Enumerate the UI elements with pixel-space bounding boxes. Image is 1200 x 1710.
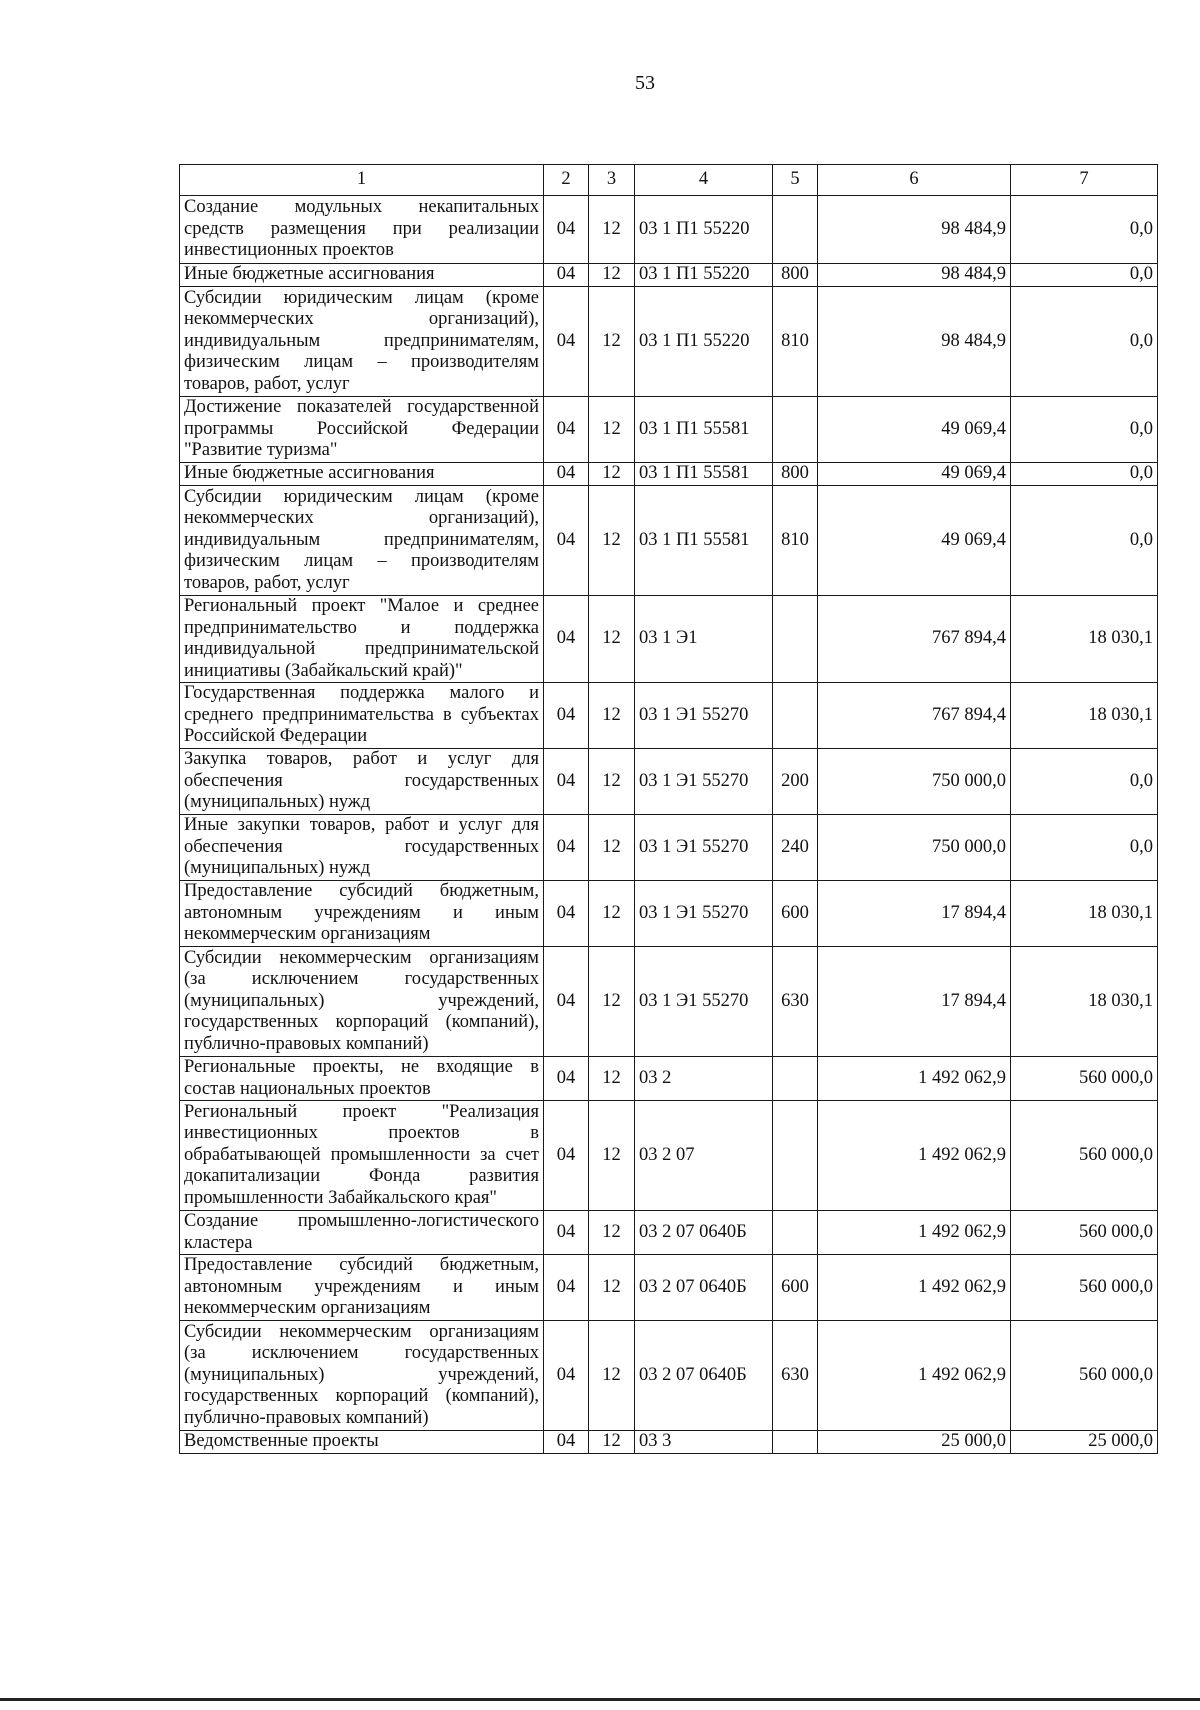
table-row <box>180 683 1158 749</box>
row-amount-a: 1 492 062,9 <box>818 1101 1011 1211</box>
row-name: Субсидии юридическим лицам (кроме некоммерческих организаций), индивидуальным предпринимателям, физическим лицам – производителям товаров, работ, услуг <box>180 486 544 596</box>
row-amount-a: 17 894,4 <box>818 947 1011 1057</box>
row-section: 04 <box>544 397 589 463</box>
column-header: 6 <box>818 165 1011 196</box>
row-section: 04 <box>544 463 589 486</box>
row-amount-a: 1 492 062,9 <box>818 1321 1011 1431</box>
row-target-code: 03 1 П1 55581 <box>635 463 773 486</box>
row-expense-type: 630 <box>773 947 818 1057</box>
row-expense-type: 600 <box>773 1255 818 1321</box>
row-amount-b: 18 030,1 <box>1011 947 1158 1057</box>
row-section: 04 <box>544 486 589 596</box>
row-name: Государственная поддержка малого и среднего предпринимательства в субъектах Российской Федерации <box>180 683 544 749</box>
row-subsection: 12 <box>589 264 635 287</box>
row-amount-a: 750 000,0 <box>818 815 1011 881</box>
row-amount-a: 1 492 062,9 <box>818 1057 1011 1101</box>
table-row <box>180 287 1158 397</box>
row-name: Создание промышленно-логистического кластера <box>180 1211 544 1255</box>
row-name: Субсидии некоммерческим организациям (за исключением государственных (муниципальных) учреждений, государственных корпораций (компаний), публично-правовых компаний) <box>180 947 544 1057</box>
row-amount-a: 98 484,9 <box>818 264 1011 287</box>
row-name: Субсидии юридическим лицам (кроме некоммерческих организаций), индивидуальным предпринимателям, физическим лицам – производителям товаров, работ, услуг <box>180 287 544 397</box>
column-header: 5 <box>773 165 818 196</box>
column-header: 4 <box>635 165 773 196</box>
row-amount-b: 0,0 <box>1011 264 1158 287</box>
row-target-code: 03 1 П1 55220 <box>635 196 773 264</box>
row-section: 04 <box>544 683 589 749</box>
table-row <box>180 1321 1158 1431</box>
row-expense-type <box>773 1431 818 1454</box>
row-expense-type <box>773 1057 818 1101</box>
row-amount-a: 98 484,9 <box>818 196 1011 264</box>
table-row <box>180 1255 1158 1321</box>
row-amount-b: 0,0 <box>1011 486 1158 596</box>
table-row <box>180 196 1158 264</box>
row-amount-b: 18 030,1 <box>1011 683 1158 749</box>
row-subsection: 12 <box>589 1057 635 1101</box>
row-amount-b: 0,0 <box>1011 287 1158 397</box>
row-subsection: 12 <box>589 1431 635 1454</box>
row-expense-type: 800 <box>773 463 818 486</box>
row-amount-b: 0,0 <box>1011 463 1158 486</box>
row-expense-type <box>773 196 818 264</box>
table-body <box>180 196 1158 1454</box>
row-section: 04 <box>544 196 589 264</box>
row-name: Иные бюджетные ассигнования <box>180 463 544 486</box>
row-target-code: 03 1 П1 55581 <box>635 397 773 463</box>
row-amount-b: 0,0 <box>1011 749 1158 815</box>
row-expense-type <box>773 1211 818 1255</box>
row-expense-type: 810 <box>773 486 818 596</box>
row-name: Достижение показателей государственной программы Российской Федерации "Развитие туризма" <box>180 397 544 463</box>
row-target-code: 03 1 П1 55220 <box>635 287 773 397</box>
row-amount-b: 0,0 <box>1011 815 1158 881</box>
scan-edge-line <box>0 1698 1200 1701</box>
row-amount-b: 560 000,0 <box>1011 1101 1158 1211</box>
table-row <box>180 947 1158 1057</box>
row-name: Иные закупки товаров, работ и услуг для обеспечения государственных (муниципальных) нужд <box>180 815 544 881</box>
table-row <box>180 1211 1158 1255</box>
table-row <box>180 486 1158 596</box>
row-amount-a: 1 492 062,9 <box>818 1255 1011 1321</box>
row-amount-a: 49 069,4 <box>818 397 1011 463</box>
row-target-code: 03 1 Э1 55270 <box>635 881 773 947</box>
row-section: 04 <box>544 1431 589 1454</box>
row-subsection: 12 <box>589 1255 635 1321</box>
row-amount-a: 767 894,4 <box>818 683 1011 749</box>
row-subsection: 12 <box>589 947 635 1057</box>
row-amount-a: 750 000,0 <box>818 749 1011 815</box>
table-row <box>180 815 1158 881</box>
table-row <box>180 1101 1158 1211</box>
row-subsection: 12 <box>589 749 635 815</box>
row-amount-b: 560 000,0 <box>1011 1057 1158 1101</box>
row-expense-type: 630 <box>773 1321 818 1431</box>
row-subsection: 12 <box>589 881 635 947</box>
row-amount-a: 1 492 062,9 <box>818 1211 1011 1255</box>
row-target-code: 03 2 07 0640Б <box>635 1255 773 1321</box>
row-amount-b: 25 000,0 <box>1011 1431 1158 1454</box>
row-section: 04 <box>544 881 589 947</box>
row-target-code: 03 2 <box>635 1057 773 1101</box>
table-row <box>180 881 1158 947</box>
row-name: Субсидии некоммерческим организациям (за исключением государственных (муниципальных) учреждений, государственных корпораций (компаний), публично-правовых компаний) <box>180 1321 544 1431</box>
row-amount-b: 560 000,0 <box>1011 1211 1158 1255</box>
row-amount-a: 49 069,4 <box>818 463 1011 486</box>
header-row <box>180 165 1158 196</box>
row-section: 04 <box>544 1057 589 1101</box>
column-header: 2 <box>544 165 589 196</box>
row-target-code: 03 1 П1 55220 <box>635 264 773 287</box>
row-target-code: 03 1 Э1 55270 <box>635 683 773 749</box>
row-amount-a: 25 000,0 <box>818 1431 1011 1454</box>
row-amount-b: 560 000,0 <box>1011 1255 1158 1321</box>
row-amount-b: 18 030,1 <box>1011 596 1158 683</box>
row-section: 04 <box>544 1255 589 1321</box>
row-target-code: 03 2 07 0640Б <box>635 1321 773 1431</box>
row-expense-type <box>773 596 818 683</box>
row-section: 04 <box>544 287 589 397</box>
row-target-code: 03 3 <box>635 1431 773 1454</box>
row-amount-a: 98 484,9 <box>818 287 1011 397</box>
column-header: 7 <box>1011 165 1158 196</box>
row-target-code: 03 1 Э1 55270 <box>635 749 773 815</box>
table-row <box>180 749 1158 815</box>
row-name: Региональный проект "Реализация инвестиционных проектов в обрабатывающей промышленности за счет докапитализации Фонда развития промышленности Забайкальского края" <box>180 1101 544 1211</box>
row-subsection: 12 <box>589 486 635 596</box>
row-target-code: 03 1 П1 55581 <box>635 486 773 596</box>
row-section: 04 <box>544 815 589 881</box>
row-subsection: 12 <box>589 287 635 397</box>
row-target-code: 03 2 07 0640Б <box>635 1211 773 1255</box>
row-amount-b: 18 030,1 <box>1011 881 1158 947</box>
row-target-code: 03 2 07 <box>635 1101 773 1211</box>
row-subsection: 12 <box>589 1211 635 1255</box>
row-subsection: 12 <box>589 196 635 264</box>
table-row <box>180 1057 1158 1101</box>
row-name: Иные бюджетные ассигнования <box>180 264 544 287</box>
row-target-code: 03 1 Э1 55270 <box>635 815 773 881</box>
row-section: 04 <box>544 1211 589 1255</box>
row-subsection: 12 <box>589 397 635 463</box>
row-section: 04 <box>544 1101 589 1211</box>
row-name: Ведомственные проекты <box>180 1431 544 1454</box>
row-expense-type <box>773 683 818 749</box>
row-expense-type: 810 <box>773 287 818 397</box>
row-amount-a: 17 894,4 <box>818 881 1011 947</box>
row-name: Закупка товаров, работ и услуг для обеспечения государственных (муниципальных) нужд <box>180 749 544 815</box>
row-expense-type: 600 <box>773 881 818 947</box>
column-header: 1 <box>180 165 544 196</box>
row-name: Предоставление субсидий бюджетным, автономным учреждениям и иным некоммерческим организациям <box>180 881 544 947</box>
table-row <box>180 397 1158 463</box>
row-section: 04 <box>544 1321 589 1431</box>
row-expense-type: 800 <box>773 264 818 287</box>
row-section: 04 <box>544 749 589 815</box>
row-amount-a: 767 894,4 <box>818 596 1011 683</box>
row-section: 04 <box>544 596 589 683</box>
row-subsection: 12 <box>589 683 635 749</box>
row-expense-type: 240 <box>773 815 818 881</box>
row-expense-type: 200 <box>773 749 818 815</box>
row-name: Предоставление субсидий бюджетным, автономным учреждениям и иным некоммерческим организациям <box>180 1255 544 1321</box>
column-header: 3 <box>589 165 635 196</box>
table-row <box>180 463 1158 486</box>
row-subsection: 12 <box>589 1101 635 1211</box>
row-section: 04 <box>544 264 589 287</box>
row-amount-a: 49 069,4 <box>818 486 1011 596</box>
row-amount-b: 0,0 <box>1011 196 1158 264</box>
row-expense-type <box>773 1101 818 1211</box>
page-number: 53 <box>635 72 655 94</box>
row-name: Региональные проекты, не входящие в состав национальных проектов <box>180 1057 544 1101</box>
row-target-code: 03 1 Э1 <box>635 596 773 683</box>
row-subsection: 12 <box>589 463 635 486</box>
table-row <box>180 596 1158 683</box>
row-name: Создание модульных некапитальных средств размещения при реализации инвестиционных проектов <box>180 196 544 264</box>
row-amount-b: 560 000,0 <box>1011 1321 1158 1431</box>
row-name: Региональный проект "Малое и среднее предпринимательство и поддержка индивидуальной предпринимательской инициативы (Забайкальский край)" <box>180 596 544 683</box>
row-subsection: 12 <box>589 596 635 683</box>
row-subsection: 12 <box>589 815 635 881</box>
table-row <box>180 264 1158 287</box>
table-row <box>180 1431 1158 1454</box>
row-expense-type <box>773 397 818 463</box>
row-target-code: 03 1 Э1 55270 <box>635 947 773 1057</box>
budget-table <box>179 164 1158 1454</box>
row-section: 04 <box>544 947 589 1057</box>
row-subsection: 12 <box>589 1321 635 1431</box>
row-amount-b: 0,0 <box>1011 397 1158 463</box>
